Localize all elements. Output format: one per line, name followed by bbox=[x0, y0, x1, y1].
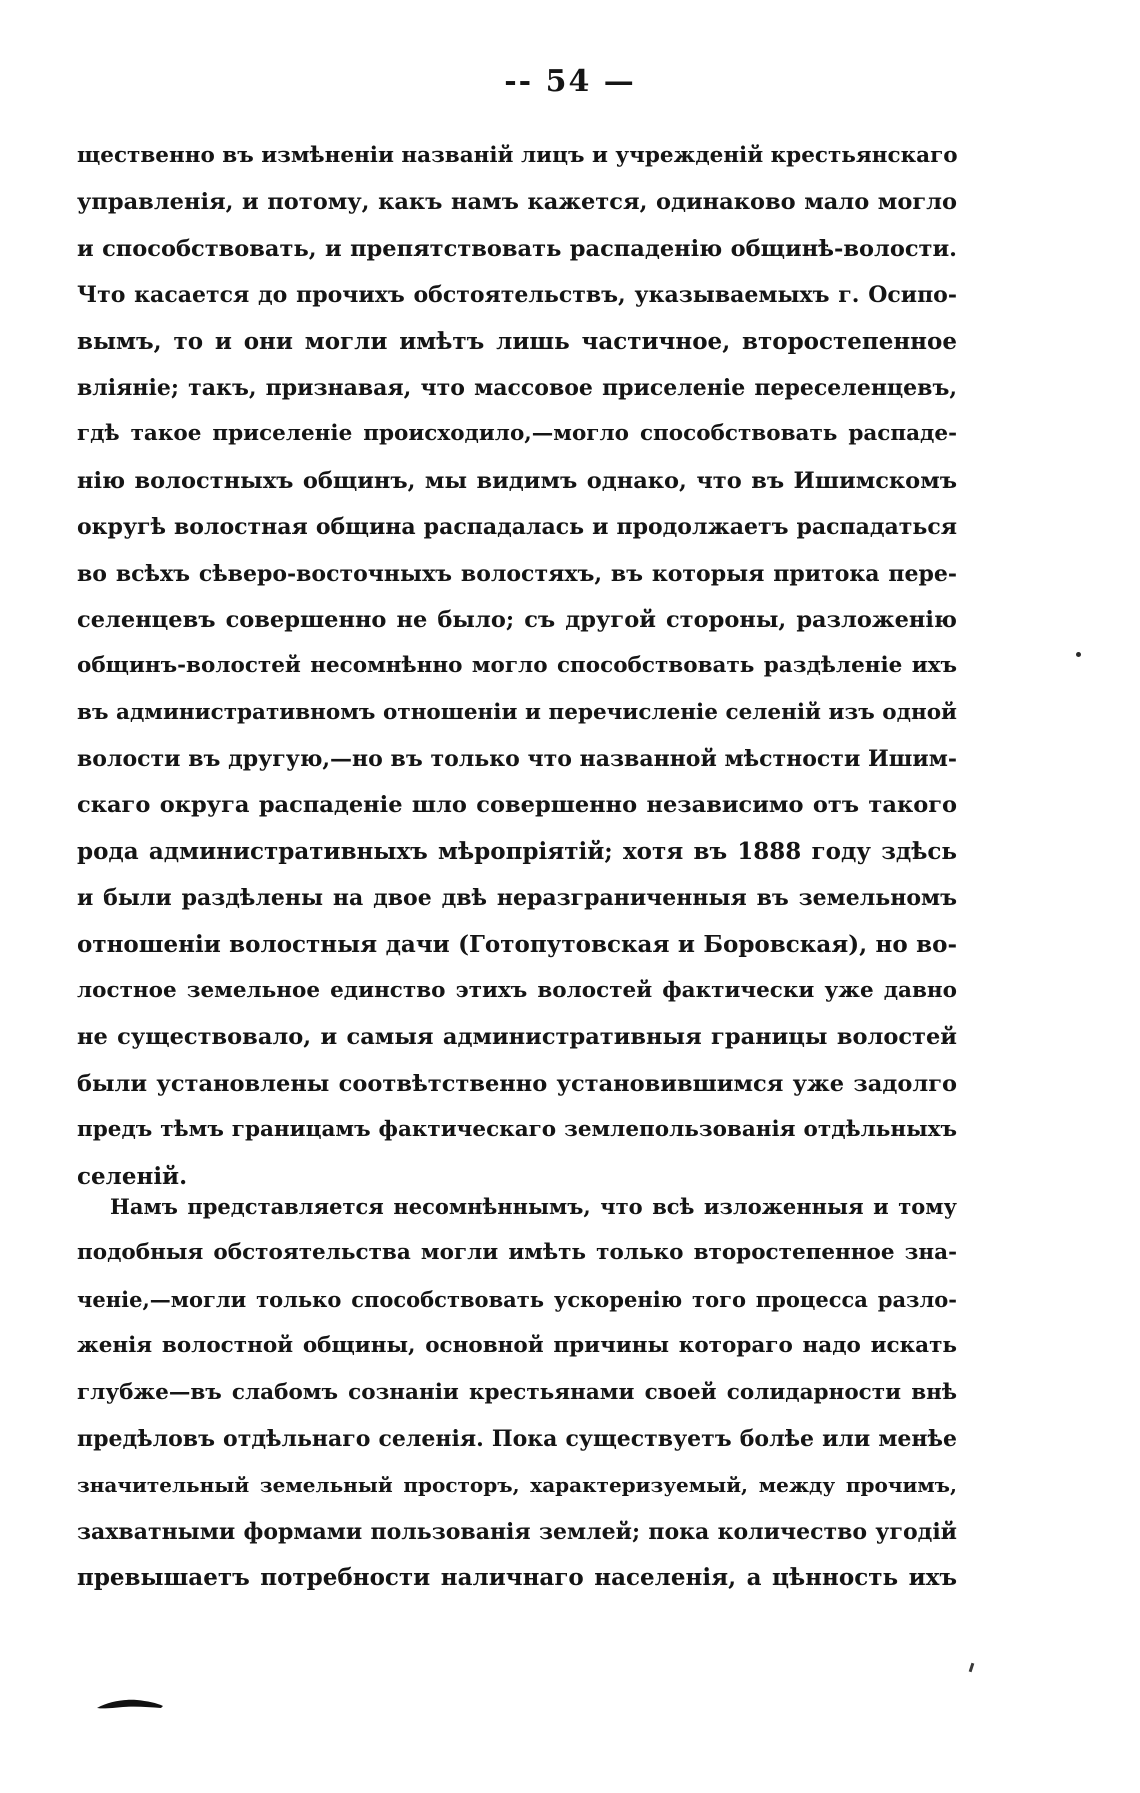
text-line: Намъ представляется несомнѣннымъ, что всѣ изложенныя и тому bbox=[110, 1194, 957, 1219]
text-line: лостное земельное единство этихъ волостей фактически уже давно bbox=[77, 978, 957, 1004]
text-line: вымъ, то и они могли имѣтъ лишь частичное, второстепенное bbox=[77, 327, 957, 355]
text-line: гдѣ такое приселеніе происходило,—могло способствовать распаде- bbox=[77, 421, 957, 447]
ink-smudge bbox=[95, 1697, 165, 1711]
scan-speck bbox=[969, 1663, 975, 1672]
paragraph-1 bbox=[77, 133, 957, 1200]
text-line: общинъ-волостей несомнѣнно могло способствовать раздѣленіе ихъ bbox=[77, 653, 957, 679]
text-line: отношеніи волостныя дачи (Готопутовская и Боровская), но во- bbox=[77, 930, 957, 958]
text-line: скаго округа распаденіе шло совершенно независимо отъ такого bbox=[77, 792, 957, 819]
text-line: волости въ другую,—но въ только что названной мѣстности Ишим- bbox=[77, 746, 957, 773]
text-line: и способствовать, и препятствовать распаденію общинѣ-волости. bbox=[77, 235, 957, 262]
text-line: селенцевъ совершенно не было; съ другой стороны, разложенію bbox=[77, 606, 957, 633]
text-line: рода административныхъ мѣропріятій; хотя въ 1888 году здѣсь bbox=[77, 837, 957, 865]
page-number: -- 54 — bbox=[504, 64, 636, 99]
text-line: захватными формами пользованія землей; пока количество угодій bbox=[77, 1518, 957, 1545]
text-line: женія волостной общины, основной причины котораго надо искать bbox=[77, 1333, 957, 1359]
text-line: были установлены соотвѣтственно установившимся уже задолго bbox=[77, 1070, 957, 1097]
text-line: щественно въ измѣненіи названій лицъ и учрежденій крестьянскаго bbox=[77, 143, 958, 168]
text-line: подобныя обстоятельства могли имѣть только второстепенное зна- bbox=[77, 1240, 957, 1266]
text-line: Что касается до прочихъ обстоятельствъ, указываемыхъ г. Осипо- bbox=[77, 282, 957, 309]
text-line: управленія, и потому, какъ намъ кажется, одинаково мало могло bbox=[77, 189, 957, 216]
text-line: предѣловъ отдѣльнаго селенія. Пока существуетъ болѣе или менѣе bbox=[77, 1425, 957, 1452]
text-line: не существовало, и самыя административныя границы волостей bbox=[77, 1024, 957, 1051]
text-line: селеній. bbox=[77, 1162, 188, 1190]
text-line: значительный земельный просторъ, характеризуемый, между прочимъ, bbox=[77, 1473, 957, 1498]
text-line: и были раздѣлены на двое двѣ неразграниченныя въ земельномъ bbox=[77, 885, 957, 912]
scan-speck bbox=[1076, 652, 1081, 657]
text-line: вліяніе; такъ, признавая, что массовое приселеніе переселенцевъ, bbox=[77, 374, 957, 401]
text-line: предъ тѣмъ границамъ фактическаго землепользованія отдѣльныхъ bbox=[77, 1117, 957, 1143]
text-line: глубже—въ слабомъ сознаніи крестьянами своей солидарности внѣ bbox=[77, 1379, 957, 1405]
text-line: нію волостныхъ общинъ, мы видимъ однако, что въ Ишимскомъ bbox=[77, 467, 957, 494]
text-line: округѣ волостная община распадалась и продолжаетъ распадаться bbox=[77, 514, 957, 541]
text-line: превышаетъ потребности наличнаго населенія, а цѣнность ихъ bbox=[77, 1564, 957, 1592]
paragraph-2 bbox=[77, 1184, 957, 1602]
text-line: ченіе,—могли только способствовать ускоренію того процесса разло- bbox=[77, 1286, 957, 1312]
text-line: во всѣхъ сѣверо-восточныхъ волостяхъ, въ которыя притока пере- bbox=[77, 560, 957, 587]
text-line: въ административномъ отношеніи и перечисленіе селеній изъ одной bbox=[77, 699, 957, 725]
